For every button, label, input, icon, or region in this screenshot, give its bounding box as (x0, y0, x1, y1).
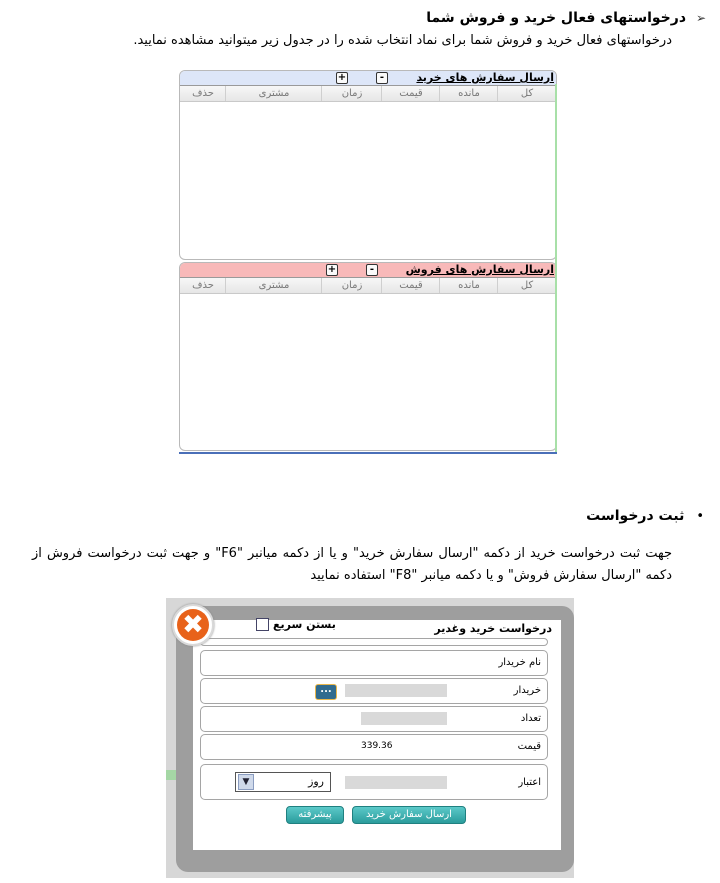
column-header-time[interactable]: زمان (321, 278, 382, 293)
close-button[interactable] (172, 604, 214, 646)
price-field[interactable] (361, 740, 447, 753)
background-strip (166, 770, 176, 780)
sell-orders-table (179, 262, 557, 451)
column-header-price[interactable]: قیمت (381, 86, 440, 101)
buyer-label: خریدار (513, 685, 541, 696)
arrow-bullet-icon: ➢ (695, 11, 707, 25)
send-buy-order-button[interactable]: ارسال سفارش خرید (352, 806, 466, 824)
column-header-total[interactable]: کل (497, 86, 556, 101)
column-header-customer[interactable]: مشتری (225, 278, 322, 293)
buyer-field[interactable] (345, 684, 447, 697)
validity-selected-value: روز (308, 775, 324, 788)
chevron-down-icon[interactable]: ▼ (238, 774, 254, 790)
quantity-row (200, 706, 548, 732)
column-header-time[interactable]: زمان (321, 86, 382, 101)
column-header-remaining[interactable]: مانده (439, 86, 498, 101)
buy-orders-title: ارسال سفارش های خرید (416, 71, 554, 84)
validity-label: اعتبار (518, 777, 541, 788)
collapse-sell-button[interactable]: - (366, 264, 378, 276)
expand-sell-button[interactable]: + (327, 264, 337, 275)
quick-close-checkbox[interactable] (256, 618, 269, 631)
active-orders-description: درخواستهای فعال خرید و فروش شما برای نماد انتخاب شده را در جدول زیر میتوانید مشاهده نمایید. (133, 33, 672, 48)
close-icon: ✖ (177, 609, 209, 641)
panel-border-bottom (179, 452, 557, 454)
column-header-total[interactable]: کل (497, 278, 556, 293)
section-heading-active-orders (426, 8, 708, 28)
quick-close-option[interactable] (256, 618, 336, 631)
column-header-delete[interactable]: حذف (192, 280, 214, 291)
column-header-delete[interactable]: حذف (192, 88, 214, 99)
column-header-remaining[interactable]: مانده (439, 278, 498, 293)
buy-orders-titlebar (180, 71, 556, 86)
buy-orders-table (179, 70, 557, 260)
order-dialog-screenshot (166, 598, 574, 878)
quantity-label: تعداد (520, 713, 541, 724)
dialog-top-row (200, 638, 548, 646)
price-label: قیمت (517, 741, 541, 752)
submit-order-description: جهت ثبت درخواست خرید از دکمه "ارسال سفارش خرید" و یا از دکمه میانبر "F6" و جهت ثبت درخواست فروش از دکمه "ارسال سفارش فروش" و یا دکمه میانبر "F8" استفاده نمایید (32, 546, 672, 583)
buyer-name-label: نام خریدار (498, 657, 541, 668)
sell-orders-title: ارسال سفارش های فروش (405, 263, 554, 276)
expand-buy-button[interactable]: + (337, 72, 347, 83)
sell-orders-header-row (180, 278, 556, 294)
sell-orders-titlebar (180, 263, 556, 278)
buy-order-dialog (176, 606, 574, 872)
buy-orders-header-row (180, 86, 556, 102)
dialog-title: درخواست خرید وغدیر (434, 622, 552, 635)
buyer-lookup-button[interactable]: ... (315, 684, 337, 700)
active-orders-title: درخواستهای فعال خرید و فروش شما (426, 10, 686, 26)
price-row (200, 734, 548, 760)
validity-select[interactable] (235, 772, 331, 792)
panel-border-right (555, 84, 557, 452)
section-heading-submit-order (586, 508, 704, 524)
column-header-customer[interactable]: مشتری (225, 86, 322, 101)
price-value: 339.36 (361, 741, 393, 751)
advanced-button[interactable]: پیشرفته (286, 806, 344, 824)
submit-order-title: ثبت درخواست (586, 508, 685, 524)
quick-close-label: بستن سریع (273, 618, 336, 631)
bullet-icon: • (696, 508, 704, 524)
column-header-price[interactable]: قیمت (381, 278, 440, 293)
buyer-name-row (200, 650, 548, 676)
quantity-field[interactable] (361, 712, 447, 725)
collapse-buy-button[interactable]: - (376, 72, 388, 84)
validity-date-field[interactable] (345, 776, 447, 789)
validity-row (200, 764, 548, 800)
buyer-row (200, 678, 548, 704)
